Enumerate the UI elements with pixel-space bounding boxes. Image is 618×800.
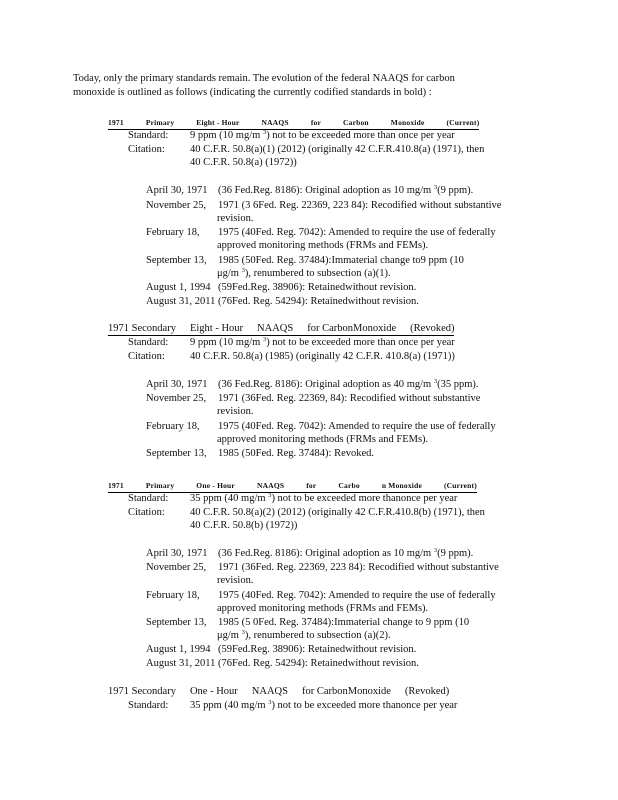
citation-label: Citation: bbox=[128, 507, 165, 518]
heading-part: (Current) bbox=[446, 118, 480, 127]
heading-part: 1971 bbox=[108, 118, 124, 127]
heading-part: Eight - Hour bbox=[196, 118, 240, 127]
history-entry bbox=[146, 657, 528, 670]
history-entry bbox=[146, 254, 528, 267]
history-entry bbox=[146, 447, 528, 460]
heading-part: Primary bbox=[145, 481, 175, 490]
citation-text-cont: 40 C.F.R. 50.8(b) (1972)) bbox=[190, 520, 298, 531]
history-date: April 30, 1971 bbox=[146, 379, 208, 390]
history-text: (76Fed. Reg. 54294): Retainedwithout revision. bbox=[218, 658, 419, 669]
history-cont: approved monitoring methods (FRMs and FEMs). bbox=[217, 434, 429, 445]
citation-text: 40 C.F.R. 50.8(a) (1985) (originally 42 C.F.R. 410.8(a) (1971)) bbox=[190, 351, 455, 362]
heading-part: for CarbonMonoxide bbox=[301, 686, 391, 697]
history-date: August 31, 2011 bbox=[146, 658, 216, 669]
history-text: (36 Fed.Reg. 8186): Original adoption as 10 mg/m $^3$(9 ppm). bbox=[218, 184, 474, 196]
heading-part: One - Hour bbox=[196, 481, 235, 490]
heading-part: (Revoked) bbox=[404, 686, 450, 697]
citation-text-cont: 40 C.F.R. 50.8(a) (1972)) bbox=[190, 157, 297, 168]
intro-line-2: monoxide is outlined as follows (indicating the currently codified standards in bold) : bbox=[73, 87, 432, 98]
history-cont: approved monitoring methods (FRMs and FEMs). bbox=[217, 603, 429, 614]
heading-part: Carbo bbox=[338, 481, 360, 490]
history-text: (36 Fed.Reg. 8186): Original adoption as 10 mg/m $^3$(9 ppm). bbox=[218, 547, 474, 559]
history-entry bbox=[146, 589, 528, 602]
history-text: 1971 (3 6Fed. Reg. 22369, 223 84): Recodified without substantive bbox=[218, 200, 502, 211]
history-entry bbox=[146, 616, 528, 629]
history-cont: revision. bbox=[217, 213, 254, 224]
history-entry bbox=[146, 281, 528, 294]
history-date: April 30, 1971 bbox=[146, 185, 208, 196]
history-text: 1985 (50Fed. Reg. 37484): Revoked. bbox=[218, 448, 375, 459]
section-heading bbox=[108, 479, 477, 493]
history-text: 1971 (36Fed. Reg. 22369, 223 84): Recodified without substantive bbox=[218, 562, 499, 573]
heading-part: (Current) bbox=[443, 481, 477, 490]
section-heading bbox=[108, 322, 454, 336]
standard-label: Standard: bbox=[128, 700, 169, 711]
section-heading bbox=[108, 685, 449, 698]
history-entry bbox=[146, 420, 528, 433]
standard-text: 9 ppm (10 mg/m $^3$) not to be exceeded more than once per year bbox=[190, 336, 455, 348]
history-date: September 13, bbox=[146, 617, 207, 628]
history-text: 1985 (50Fed. Reg. 37484):Immaterial change to9 ppm (10 bbox=[218, 255, 464, 266]
history-text: 1975 (40Fed. Reg. 7042): Amended to require the use of federally bbox=[218, 590, 496, 601]
history-date: February 18, bbox=[146, 421, 200, 432]
heading-part: Carbon bbox=[343, 118, 369, 127]
standard-text: 9 ppm (10 mg/m $^3$) not to be exceeded more than once per year bbox=[190, 129, 455, 141]
heading-part: Monoxide bbox=[390, 118, 425, 127]
history-text: (76Fed. Reg. 54294): Retainedwithout revision. bbox=[218, 296, 419, 307]
history-cont: revision. bbox=[217, 406, 254, 417]
heading-part: One - Hour bbox=[189, 686, 238, 697]
heading-part: NAAQS bbox=[251, 686, 288, 697]
standard-label: Standard: bbox=[128, 493, 169, 504]
history-date: April 30, 1971 bbox=[146, 548, 208, 559]
history-text: 1985 (5 0Fed. Reg. 37484):Immaterial change to 9 ppm (10 bbox=[218, 617, 470, 628]
history-entry bbox=[146, 226, 528, 239]
history-date: September 13, bbox=[146, 448, 207, 459]
section-heading bbox=[108, 116, 479, 130]
citation-label: Citation: bbox=[128, 351, 165, 362]
history-date: February 18, bbox=[146, 590, 200, 601]
history-text: (36 Fed.Reg. 8186): Original adoption as 40 mg/m $^3$(35 ppm). bbox=[218, 378, 479, 390]
heading-part: NAAQS bbox=[257, 323, 294, 334]
heading-part: (Revoked) bbox=[410, 323, 455, 334]
intro-paragraph bbox=[73, 72, 513, 100]
history-cont: revision. bbox=[217, 575, 254, 586]
heading-part: NAAQS bbox=[256, 481, 285, 490]
history-text: (59Fed.Reg. 38906): Retainedwithout revision. bbox=[218, 282, 417, 293]
history-text: (59Fed.Reg. 38906): Retainedwithout revision. bbox=[218, 644, 417, 655]
citation-text: 40 C.F.R. 50.8(a)(2) (2012) (originally 42 C.F.R.410.8(b) (1971), then bbox=[190, 507, 485, 518]
intro-line-1: Today, only the primary standards remain. The evolution of the federal NAAQS for carbon bbox=[73, 73, 455, 84]
heading-part: n Monoxide bbox=[381, 481, 422, 490]
heading-part: for bbox=[310, 118, 321, 127]
history-date: November 25, bbox=[146, 393, 207, 404]
history-cont: μg/m $^3$), renumbered to subsection (a)(1). bbox=[217, 267, 391, 279]
history-entry bbox=[146, 643, 528, 656]
citation-label: Citation: bbox=[128, 144, 165, 155]
standard-label: Standard: bbox=[128, 130, 169, 141]
heading-part: 1971 Secondary bbox=[108, 686, 176, 697]
history-date: November 25, bbox=[146, 200, 207, 211]
history-text: 1971 (36Fed. Reg. 22369, 84): Recodified without substantive bbox=[218, 393, 481, 404]
heading-part: for CarbonMonoxide bbox=[307, 323, 397, 334]
history-date: August 1, 1994 bbox=[146, 282, 211, 293]
history-cont: approved monitoring methods (FRMs and FEMs). bbox=[217, 240, 429, 251]
heading-part: for bbox=[306, 481, 317, 490]
history-date: February 18, bbox=[146, 227, 200, 238]
standard-text: 35 ppm (40 mg/m $^3$) not to be exceeded more thanonce per year bbox=[190, 699, 458, 711]
history-date: September 13, bbox=[146, 255, 207, 266]
heading-part: 1971 Secondary bbox=[108, 323, 176, 334]
standard-text: 35 ppm (40 mg/m $^3$) not to be exceeded more thanonce per year bbox=[190, 492, 458, 504]
history-date: November 25, bbox=[146, 562, 207, 573]
history-entry bbox=[146, 547, 528, 560]
history-date: August 31, 2011 bbox=[146, 296, 216, 307]
heading-part: Primary bbox=[145, 118, 175, 127]
heading-part: NAAQS bbox=[261, 118, 289, 127]
heading-part: 1971 bbox=[108, 481, 124, 490]
standard-label: Standard: bbox=[128, 337, 169, 348]
history-entry bbox=[146, 378, 528, 391]
history-entry bbox=[146, 199, 528, 212]
history-entry bbox=[146, 184, 528, 197]
heading-part: Eight - Hour bbox=[189, 323, 244, 334]
history-entry bbox=[146, 561, 528, 574]
history-cont: μg/m $^3$), renumbered to subsection (a)(2). bbox=[217, 629, 391, 641]
history-text: 1975 (40Fed. Reg. 7042): Amended to require the use of federally bbox=[218, 227, 496, 238]
citation-text: 40 C.F.R. 50.8(a)(1) (2012) (originally 42 C.F.R.410.8(a) (1971), then bbox=[190, 144, 485, 155]
history-date: August 1, 1994 bbox=[146, 644, 211, 655]
history-entry bbox=[146, 295, 528, 308]
history-entry bbox=[146, 392, 528, 405]
history-text: 1975 (40Fed. Reg. 7042): Amended to require the use of federally bbox=[218, 421, 496, 432]
